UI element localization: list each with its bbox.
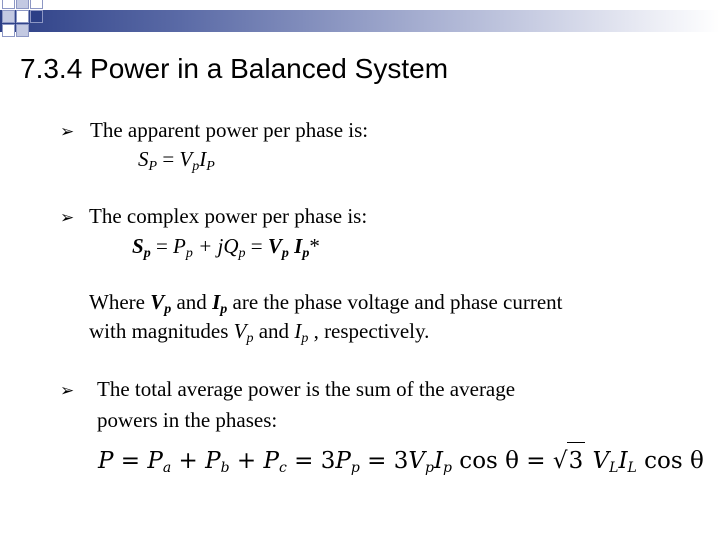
bullet-total-power bbox=[60, 375, 515, 435]
header-decoration bbox=[0, 0, 720, 46]
bullet-text: The total average power is the sum of the average bbox=[97, 377, 516, 401]
equation-apparent-power: $S_P = V_pI_P$ bbox=[138, 147, 215, 174]
equation-complex-power: $S_p = P_p + jQ_p = V_p$ $I_p*$ bbox=[132, 234, 320, 261]
header-gradient-band bbox=[0, 10, 720, 32]
deco-square bbox=[30, 0, 43, 9]
deco-square bbox=[2, 10, 15, 23]
deco-square bbox=[2, 24, 15, 37]
deco-square bbox=[16, 10, 29, 23]
total-power-formula: $P = P_a + P_b + P_c = 3P_p = 3V_pI_p$ cos θ = √3 $V_LI_L$ cos θ bbox=[98, 442, 704, 479]
bullet-text: The complex power per phase is: bbox=[89, 204, 368, 228]
bullet-apparent-power bbox=[60, 116, 368, 146]
deco-square bbox=[16, 24, 29, 37]
bullet-text-continued: powers in the phases: bbox=[97, 408, 278, 432]
deco-square bbox=[2, 0, 15, 9]
deco-square bbox=[30, 10, 43, 23]
definition-paragraph bbox=[89, 288, 563, 346]
arrow-bullet-icon: ➢ bbox=[60, 208, 75, 228]
definition-line-2: with magnitudes $V_p$ and $I_p$ , respectively. bbox=[89, 319, 430, 346]
bullet-text: The apparent power per phase is: bbox=[90, 118, 369, 142]
deco-square bbox=[16, 0, 29, 9]
bullet-complex-power bbox=[60, 202, 367, 232]
arrow-bullet-icon: ➢ bbox=[60, 122, 75, 142]
definition-line-1: Where $V_p$ and $I_p$ are the phase voltage and phase current bbox=[89, 290, 563, 317]
slide-title: 7.3.4 Power in a Balanced System bbox=[20, 53, 449, 84]
arrow-bullet-icon: ➢ bbox=[60, 381, 75, 401]
